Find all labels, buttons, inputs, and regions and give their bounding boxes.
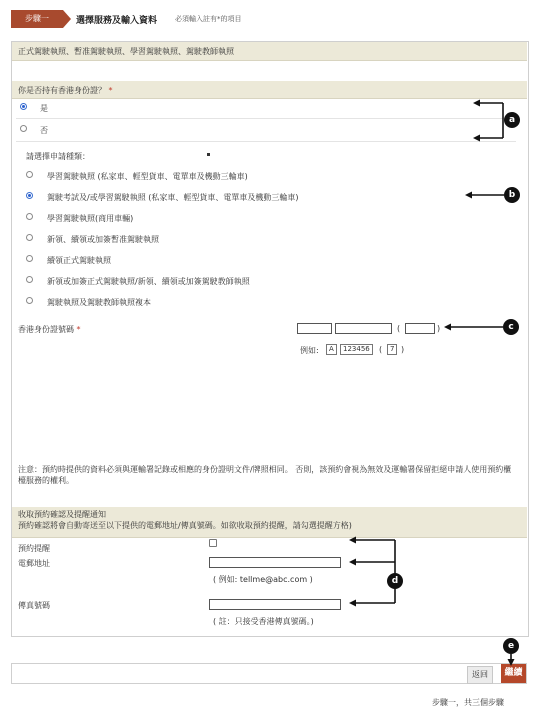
hkid-paren-close: ): [437, 324, 441, 333]
reminder-subtitle: 預約確認將會自動寄送至以下提供的電郵地址/傳真號碼。如欲收取預約提醒，請勾選提醒方格): [18, 521, 352, 530]
app-type-label-4: 新領、續領或加簽暫准駕駛執照: [47, 235, 159, 244]
back-button[interactable]: 返回: [467, 666, 493, 684]
hkid-example-check: 7: [387, 344, 397, 355]
app-type-label-5: 續領正式駕駛執照: [47, 256, 111, 265]
hkid-no-label: 否: [40, 126, 48, 135]
app-type-label-6: 新領或加簽正式駕駛執照/新領、續領或加簽駕駛教師執照: [47, 277, 250, 286]
required-hint: 必須輸入註有*的項目: [175, 15, 242, 23]
marker-e: e: [503, 638, 519, 654]
fax-note: ( 註：只接受香港傳真號碼。): [213, 617, 314, 626]
hkid-example-letter: A: [326, 344, 337, 355]
fax-label: 傳真號碼: [18, 601, 50, 610]
marker-c: c: [503, 319, 519, 335]
marker-b: b: [504, 187, 520, 203]
app-type-label-1: 學習駕駛執照 (私家車、輕型貨車、電單車及機動三輪車): [47, 172, 248, 181]
licence-types-heading: 正式駕駛執照、暫准駕駛執照、學習駕駛執照、駕駛教師執照: [18, 47, 234, 56]
step-progress: 步驟一，共三個步驟: [432, 698, 504, 707]
notice-text: 注意：預約時提供的資料必須與運輸署記錄或相應的身份證明文件/牌照相同。 否則，該預約會視為無效及運輸署保留拒絕申請人使用預約櫃檯服務的權利。: [18, 465, 512, 485]
step-badge: 步驟一: [11, 10, 63, 28]
email-label: 電郵地址: [18, 559, 50, 568]
next-button[interactable]: 繼續: [501, 664, 526, 683]
hkid-example-paren-open: (: [379, 345, 383, 354]
hkid-number-label: 香港身份證號碼 *: [18, 325, 81, 334]
marker-d: d: [387, 573, 403, 589]
reminder-label: 預約提醒: [18, 544, 50, 553]
application-type-label: 請選擇申請種類：: [26, 152, 90, 161]
marker-a: a: [504, 112, 520, 128]
app-type-label-3: 學習駕駛執照(商用車輛): [47, 214, 134, 223]
hkid-example-paren-close: ): [401, 345, 405, 354]
hkid-example-digits: 123456: [340, 344, 373, 355]
app-type-label-2: 駕駛考試及/或學習駕駛執照 (私家車、輕型貨車、電單車及機動三輪車): [47, 193, 299, 202]
page-title: 選擇服務及輸入資料: [76, 16, 158, 26]
email-example: ( 例如: tellme@abc.com ): [213, 575, 313, 584]
hkid-yes-label: 是: [40, 104, 48, 113]
hkid-question-label: 你是否持有香港身份證？ *: [18, 86, 113, 95]
app-type-label-7: 駕駛執照及駕駛教師執照複本: [47, 298, 151, 307]
hkid-paren-open: (: [397, 324, 401, 333]
hkid-example-label: 例如:: [300, 346, 319, 355]
reminder-title: 收取預約確認及提醒通知: [18, 510, 106, 519]
